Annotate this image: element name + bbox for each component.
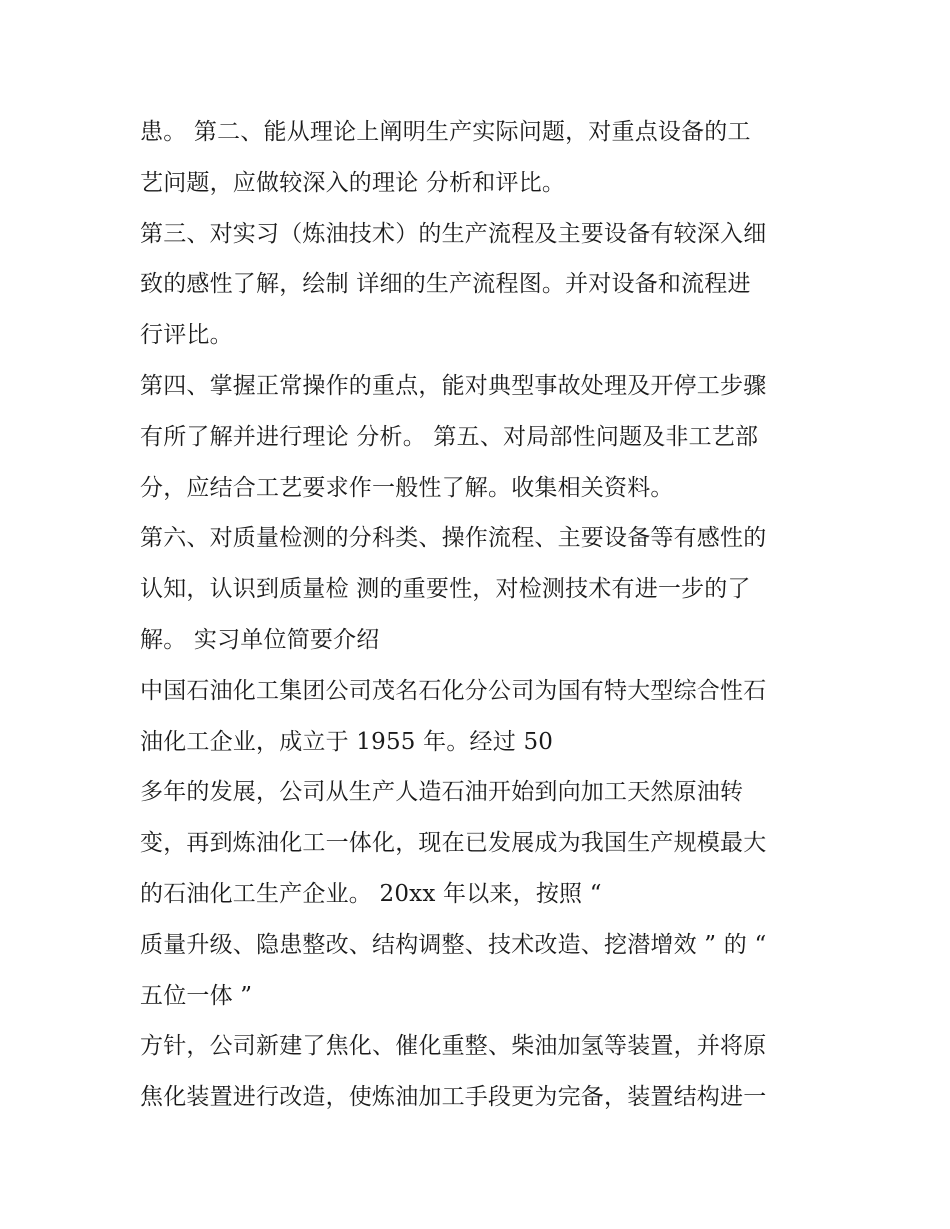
text-line: 解。 实习单位简要介绍 (140, 626, 380, 653)
text-line: 有所了解并进行理论 分析。 第五、对局部性问题及非工艺部 (140, 423, 759, 450)
text-line: 第四、掌握正常操作的重点，能对典型事故处理及开停工步骤 (140, 372, 767, 399)
text-line: 多年的发展，公司从生产人造石油开始到向加工天然原油转 (140, 779, 744, 806)
text-line: 的石油化工生产企业。 20xx 年以来，按照 “ (140, 880, 602, 907)
text-line: 行评比。 (140, 322, 233, 349)
text-line: 第六、对质量检测的分科类、操作流程、主要设备等有感性的 (140, 525, 767, 552)
text-line: 第三、对实习（炼油技术）的生产流程及主要设备有较深入细 (140, 220, 767, 247)
text-line: 焦化装置进行改造，使炼油加工手段更为完备，装置结构进一 (140, 1084, 767, 1111)
text-line: 艺问题，应做较深入的理论 分析和评比。 (140, 169, 566, 196)
text-line: 方针，公司新建了焦化、催化重整、柴油加氢等装置，并将原 (140, 1033, 767, 1060)
text-line: 患。 第二、能从理论上阐明生产实际问题，对重点设备的工 (140, 119, 751, 145)
text-line: 质量升级、隐患整改、结构调整、技术改造、挖潜增效 ” 的 “ (140, 931, 767, 958)
text-line: 五位一体 ” (140, 982, 253, 1009)
text-line: 分，应结合工艺要求作一般性了解。收集相关资料。 (140, 474, 674, 501)
text-line: 致的感性了解，绘制 详细的生产流程图。并对设备和流程进 (140, 271, 751, 298)
text-line: 认知，认识到质量检 测的重要性，对检测技术有进一步的了 (140, 576, 751, 603)
text-line: 变，再到炼油化工一体化，现在已发展成为我国生产规模最大 (140, 830, 767, 857)
text-line: 中国石油化工集团公司茂名石化分公司为国有特大型综合性石 (140, 677, 767, 704)
text-line: 油化工企业，成立于 1955 年。经过 50 (140, 728, 554, 755)
document-body (140, 107, 820, 1123)
